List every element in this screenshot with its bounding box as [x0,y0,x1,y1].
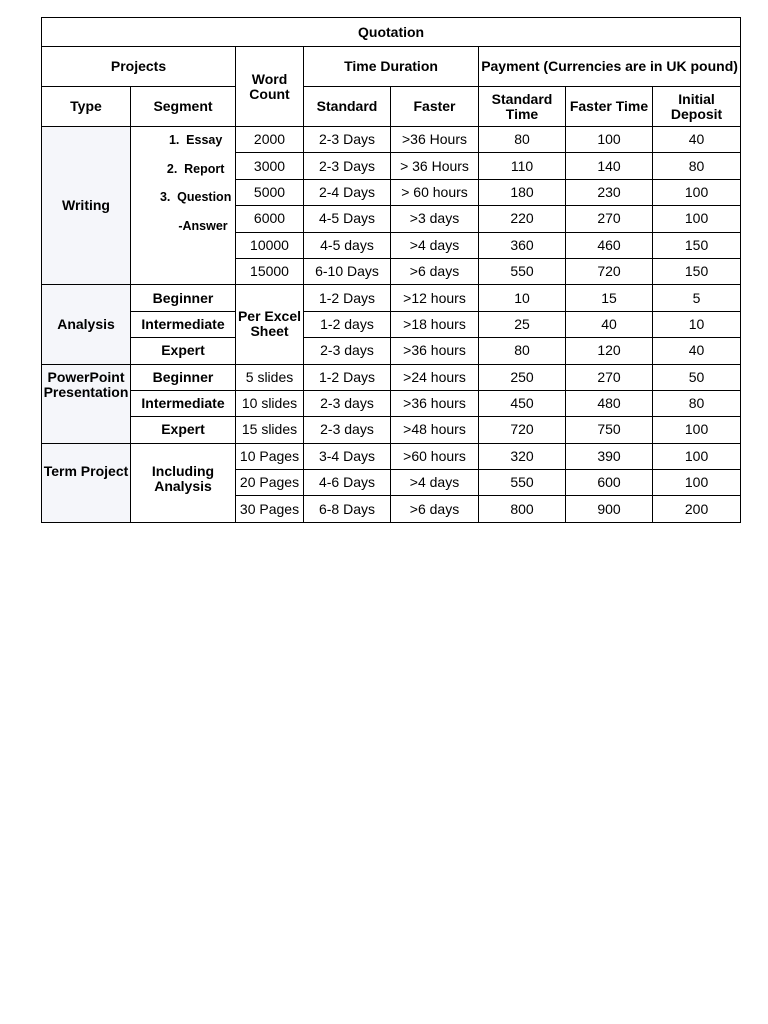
cell-word-count: 10000 [236,232,304,258]
type-analysis: Analysis [42,285,131,364]
segment-item: 3. Question [159,190,232,204]
cell-faster-price: 120 [566,338,653,364]
header-time-duration: Time Duration [304,47,479,87]
cell-word-count-excel: Per Excel Sheet [236,285,304,364]
header-payment: Payment (Currencies are in UK pound) [479,47,741,87]
cell-faster: >60 hours [391,443,479,469]
cell-faster-price: 720 [566,258,653,284]
cell-deposit: 50 [653,364,741,390]
table-row [42,338,741,364]
cell-faster: >3 days [391,206,479,232]
cell-standard-price: 180 [479,179,566,205]
cell-faster-price: 230 [566,179,653,205]
cell-standard-price: 10 [479,285,566,311]
cell-standard: 4-5 days [304,232,391,258]
cell-standard-price: 720 [479,417,566,443]
type-term-project: Term Project [42,443,131,522]
cell-deposit: 100 [653,443,741,469]
cell-segment: Beginner [131,364,236,390]
header-segment: Segment [131,87,236,127]
cell-standard: 1-2 days [304,311,391,337]
cell-faster-price: 460 [566,232,653,258]
cell-deposit: 80 [653,390,741,416]
cell-faster-price: 900 [566,496,653,522]
cell-word-count: 15 slides [236,417,304,443]
cell-word-count: 5000 [236,179,304,205]
header-faster: Faster [391,87,479,127]
writing-segments [131,127,236,285]
cell-faster: >4 days [391,470,479,496]
table-title: Quotation [42,18,741,47]
cell-word-count: 30 Pages [236,496,304,522]
cell-deposit: 10 [653,311,741,337]
cell-standard-price: 80 [479,127,566,153]
cell-standard: 2-3 Days [304,127,391,153]
cell-standard: 4-6 Days [304,470,391,496]
table-row [42,127,741,153]
header-standard-time: Standard Time [479,87,566,127]
cell-faster: >18 hours [391,311,479,337]
cell-standard-price: 320 [479,443,566,469]
cell-standard-price: 80 [479,338,566,364]
cell-faster-price: 140 [566,153,653,179]
header-word-count: Word Count [236,47,304,127]
table-row [42,311,741,337]
cell-faster: >36 hours [391,390,479,416]
cell-faster: >6 days [391,258,479,284]
cell-word-count: 6000 [236,206,304,232]
cell-segment: Beginner [131,285,236,311]
table-row [42,390,741,416]
cell-faster: >4 days [391,232,479,258]
cell-standard-price: 110 [479,153,566,179]
header-initial-deposit: Initial Deposit [653,87,741,127]
type-writing: Writing [42,127,131,285]
table-row [42,443,741,469]
table-row [42,364,741,390]
cell-deposit: 150 [653,258,741,284]
cell-faster: > 36 Hours [391,153,479,179]
quotation-table [41,17,741,523]
cell-deposit: 200 [653,496,741,522]
cell-faster-price: 750 [566,417,653,443]
cell-standard: 1-2 Days [304,285,391,311]
segment-item: 1. Essay [168,133,223,147]
cell-standard: 2-3 days [304,390,391,416]
segment-item: 2. Report [166,161,225,176]
cell-segment: Intermediate [131,311,236,337]
cell-standard: 2-3 Days [304,153,391,179]
cell-standard-price: 450 [479,390,566,416]
cell-word-count: 5 slides [236,364,304,390]
header-type: Type [42,87,131,127]
cell-deposit: 40 [653,338,741,364]
cell-segment: Expert [131,338,236,364]
cell-word-count: 15000 [236,258,304,284]
cell-word-count: 10 slides [236,390,304,416]
cell-standard: 2-3 days [304,417,391,443]
cell-faster: >6 days [391,496,479,522]
cell-deposit: 100 [653,417,741,443]
cell-faster-price: 100 [566,127,653,153]
cell-word-count: 10 Pages [236,443,304,469]
header-faster-time: Faster Time [566,87,653,127]
cell-faster-price: 15 [566,285,653,311]
cell-standard-price: 800 [479,496,566,522]
cell-faster: > 60 hours [391,179,479,205]
cell-deposit: 80 [653,153,741,179]
cell-segment: Expert [131,417,236,443]
cell-faster-price: 480 [566,390,653,416]
cell-faster-price: 270 [566,364,653,390]
cell-standard: 6-10 Days [304,258,391,284]
cell-segment-including-analysis: Including Analysis [131,443,236,522]
header-standard: Standard [304,87,391,127]
cell-faster: >12 hours [391,285,479,311]
cell-deposit: 40 [653,127,741,153]
cell-standard: 6-8 Days [304,496,391,522]
cell-word-count: 20 Pages [236,470,304,496]
cell-standard-price: 220 [479,206,566,232]
cell-deposit: 5 [653,285,741,311]
cell-faster-price: 600 [566,470,653,496]
cell-faster-price: 270 [566,206,653,232]
header-row-1 [42,47,741,87]
cell-standard-price: 25 [479,311,566,337]
header-projects: Projects [42,47,236,87]
segment-item: -Answer [178,218,228,233]
cell-faster: >48 hours [391,417,479,443]
header-row-2 [42,87,741,127]
cell-deposit: 100 [653,179,741,205]
cell-standard: 3-4 Days [304,443,391,469]
cell-word-count: 3000 [236,153,304,179]
cell-word-count: 2000 [236,127,304,153]
cell-faster: >24 hours [391,364,479,390]
cell-faster-price: 40 [566,311,653,337]
cell-standard: 4-5 Days [304,206,391,232]
type-powerpoint: PowerPoint Presentation [42,364,131,443]
cell-standard: 2-3 days [304,338,391,364]
cell-faster: >36 Hours [391,127,479,153]
cell-deposit: 100 [653,470,741,496]
cell-standard-price: 550 [479,470,566,496]
cell-segment: Intermediate [131,390,236,416]
cell-standard-price: 250 [479,364,566,390]
cell-faster: >36 hours [391,338,479,364]
cell-deposit: 150 [653,232,741,258]
cell-standard-price: 360 [479,232,566,258]
cell-faster-price: 390 [566,443,653,469]
cell-standard-price: 550 [479,258,566,284]
table-row [42,417,741,443]
cell-standard: 1-2 Days [304,364,391,390]
cell-deposit: 100 [653,206,741,232]
cell-standard: 2-4 Days [304,179,391,205]
title-row [42,18,741,47]
table-row [42,285,741,311]
